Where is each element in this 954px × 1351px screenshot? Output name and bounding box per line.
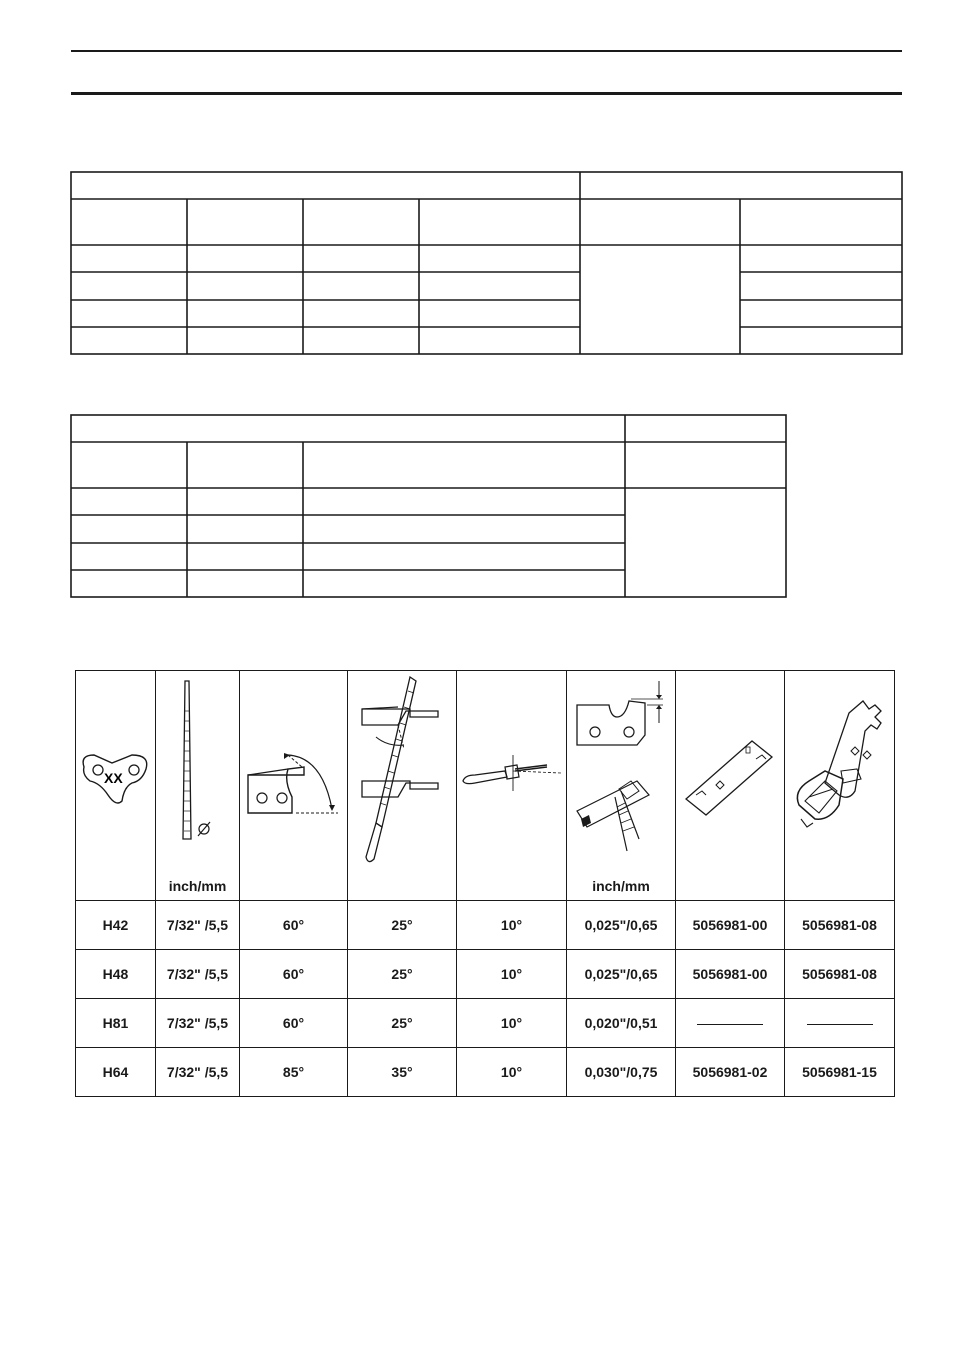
depth-gauge-cell: 0,020"/0,51 — [567, 999, 676, 1048]
file-diameter-cell: 7/32" /5,5 — [156, 901, 240, 950]
file-holder-angle-cell: 10° — [457, 1048, 567, 1097]
chain-illustration-cell — [76, 671, 156, 901]
file-gauge-icon — [785, 671, 895, 900]
file-gauge-cell: 5056981-08 — [785, 901, 895, 950]
top-plate-angle-illustration-cell — [240, 671, 348, 901]
top-plate-angle-cell: 60° — [240, 999, 348, 1048]
depth-gauge-tool-cell: 5056981-00 — [676, 901, 785, 950]
file-holder-icon — [457, 671, 567, 900]
depth-gauge-cell: 0,030"/0,75 — [567, 1048, 676, 1097]
not-applicable-dash — [807, 1024, 873, 1025]
file-gauge-cell: 5056981-15 — [785, 1048, 895, 1097]
cutter-angle-icon — [240, 671, 348, 900]
chain-cell: H42 — [76, 901, 156, 950]
depth-gauge-tool-cell: 5056981-02 — [676, 1048, 785, 1097]
depth-gauge-icon — [567, 671, 676, 900]
top-plate-angle-cell: 60° — [240, 950, 348, 999]
file-diameter-cell: 7/32" /5,5 — [156, 999, 240, 1048]
file-diameter-illustration-cell — [156, 671, 240, 901]
empty-table-1 — [0, 0, 954, 380]
table-row — [76, 1048, 895, 1097]
depth-gauge-cell: 0,025"/0,65 — [567, 901, 676, 950]
file-holder-angle-cell: 10° — [457, 901, 567, 950]
filing-angle-cell: 25° — [348, 999, 457, 1048]
file-holder-angle-illustration-cell — [457, 671, 567, 901]
chain-cell: H81 — [76, 999, 156, 1048]
file-gauge-cell — [785, 999, 895, 1048]
depth-gauge-tool-illustration-cell — [676, 671, 785, 901]
file-holder-angle-cell: 10° — [457, 950, 567, 999]
depth-gauge-unit: inch/mm — [592, 878, 650, 894]
filing-angle-illustration-cell — [348, 671, 457, 901]
chain-link-icon — [76, 671, 156, 900]
top-plate-angle-cell: 85° — [240, 1048, 348, 1097]
chain-cell: H48 — [76, 950, 156, 999]
illustration-row — [76, 671, 895, 901]
file-gauge-cell: 5056981-08 — [785, 950, 895, 999]
depth-gauge-tool-cell: 5056981-00 — [676, 950, 785, 999]
top-plate-angle-cell: 60° — [240, 901, 348, 950]
file-diameter-cell: 7/32" /5,5 — [156, 950, 240, 999]
chain-label: XX — [104, 770, 123, 786]
depth-gauge-cell: 0,025"/0,65 — [567, 950, 676, 999]
file-gauge-illustration-cell — [785, 671, 895, 901]
not-applicable-dash — [697, 1024, 763, 1025]
empty-table-2 — [0, 380, 954, 620]
filing-angle-cell: 25° — [348, 950, 457, 999]
depth-gauge-illustration-cell — [567, 671, 676, 901]
depth-gauge-tool-icon — [676, 671, 785, 900]
table-row — [76, 901, 895, 950]
filing-angle-icon — [348, 671, 457, 900]
file-diameter-unit: inch/mm — [168, 878, 227, 894]
filing-angle-cell: 25° — [348, 901, 457, 950]
file-diameter-cell: 7/32" /5,5 — [156, 1048, 240, 1097]
table-row — [76, 950, 895, 999]
file-holder-angle-cell: 10° — [457, 999, 567, 1048]
depth-gauge-tool-cell — [676, 999, 785, 1048]
chain-cell: H64 — [76, 1048, 156, 1097]
table-row — [76, 999, 895, 1048]
round-file-icon — [156, 671, 240, 900]
filing-angle-cell: 35° — [348, 1048, 457, 1097]
sharpening-spec-table — [75, 670, 895, 1097]
